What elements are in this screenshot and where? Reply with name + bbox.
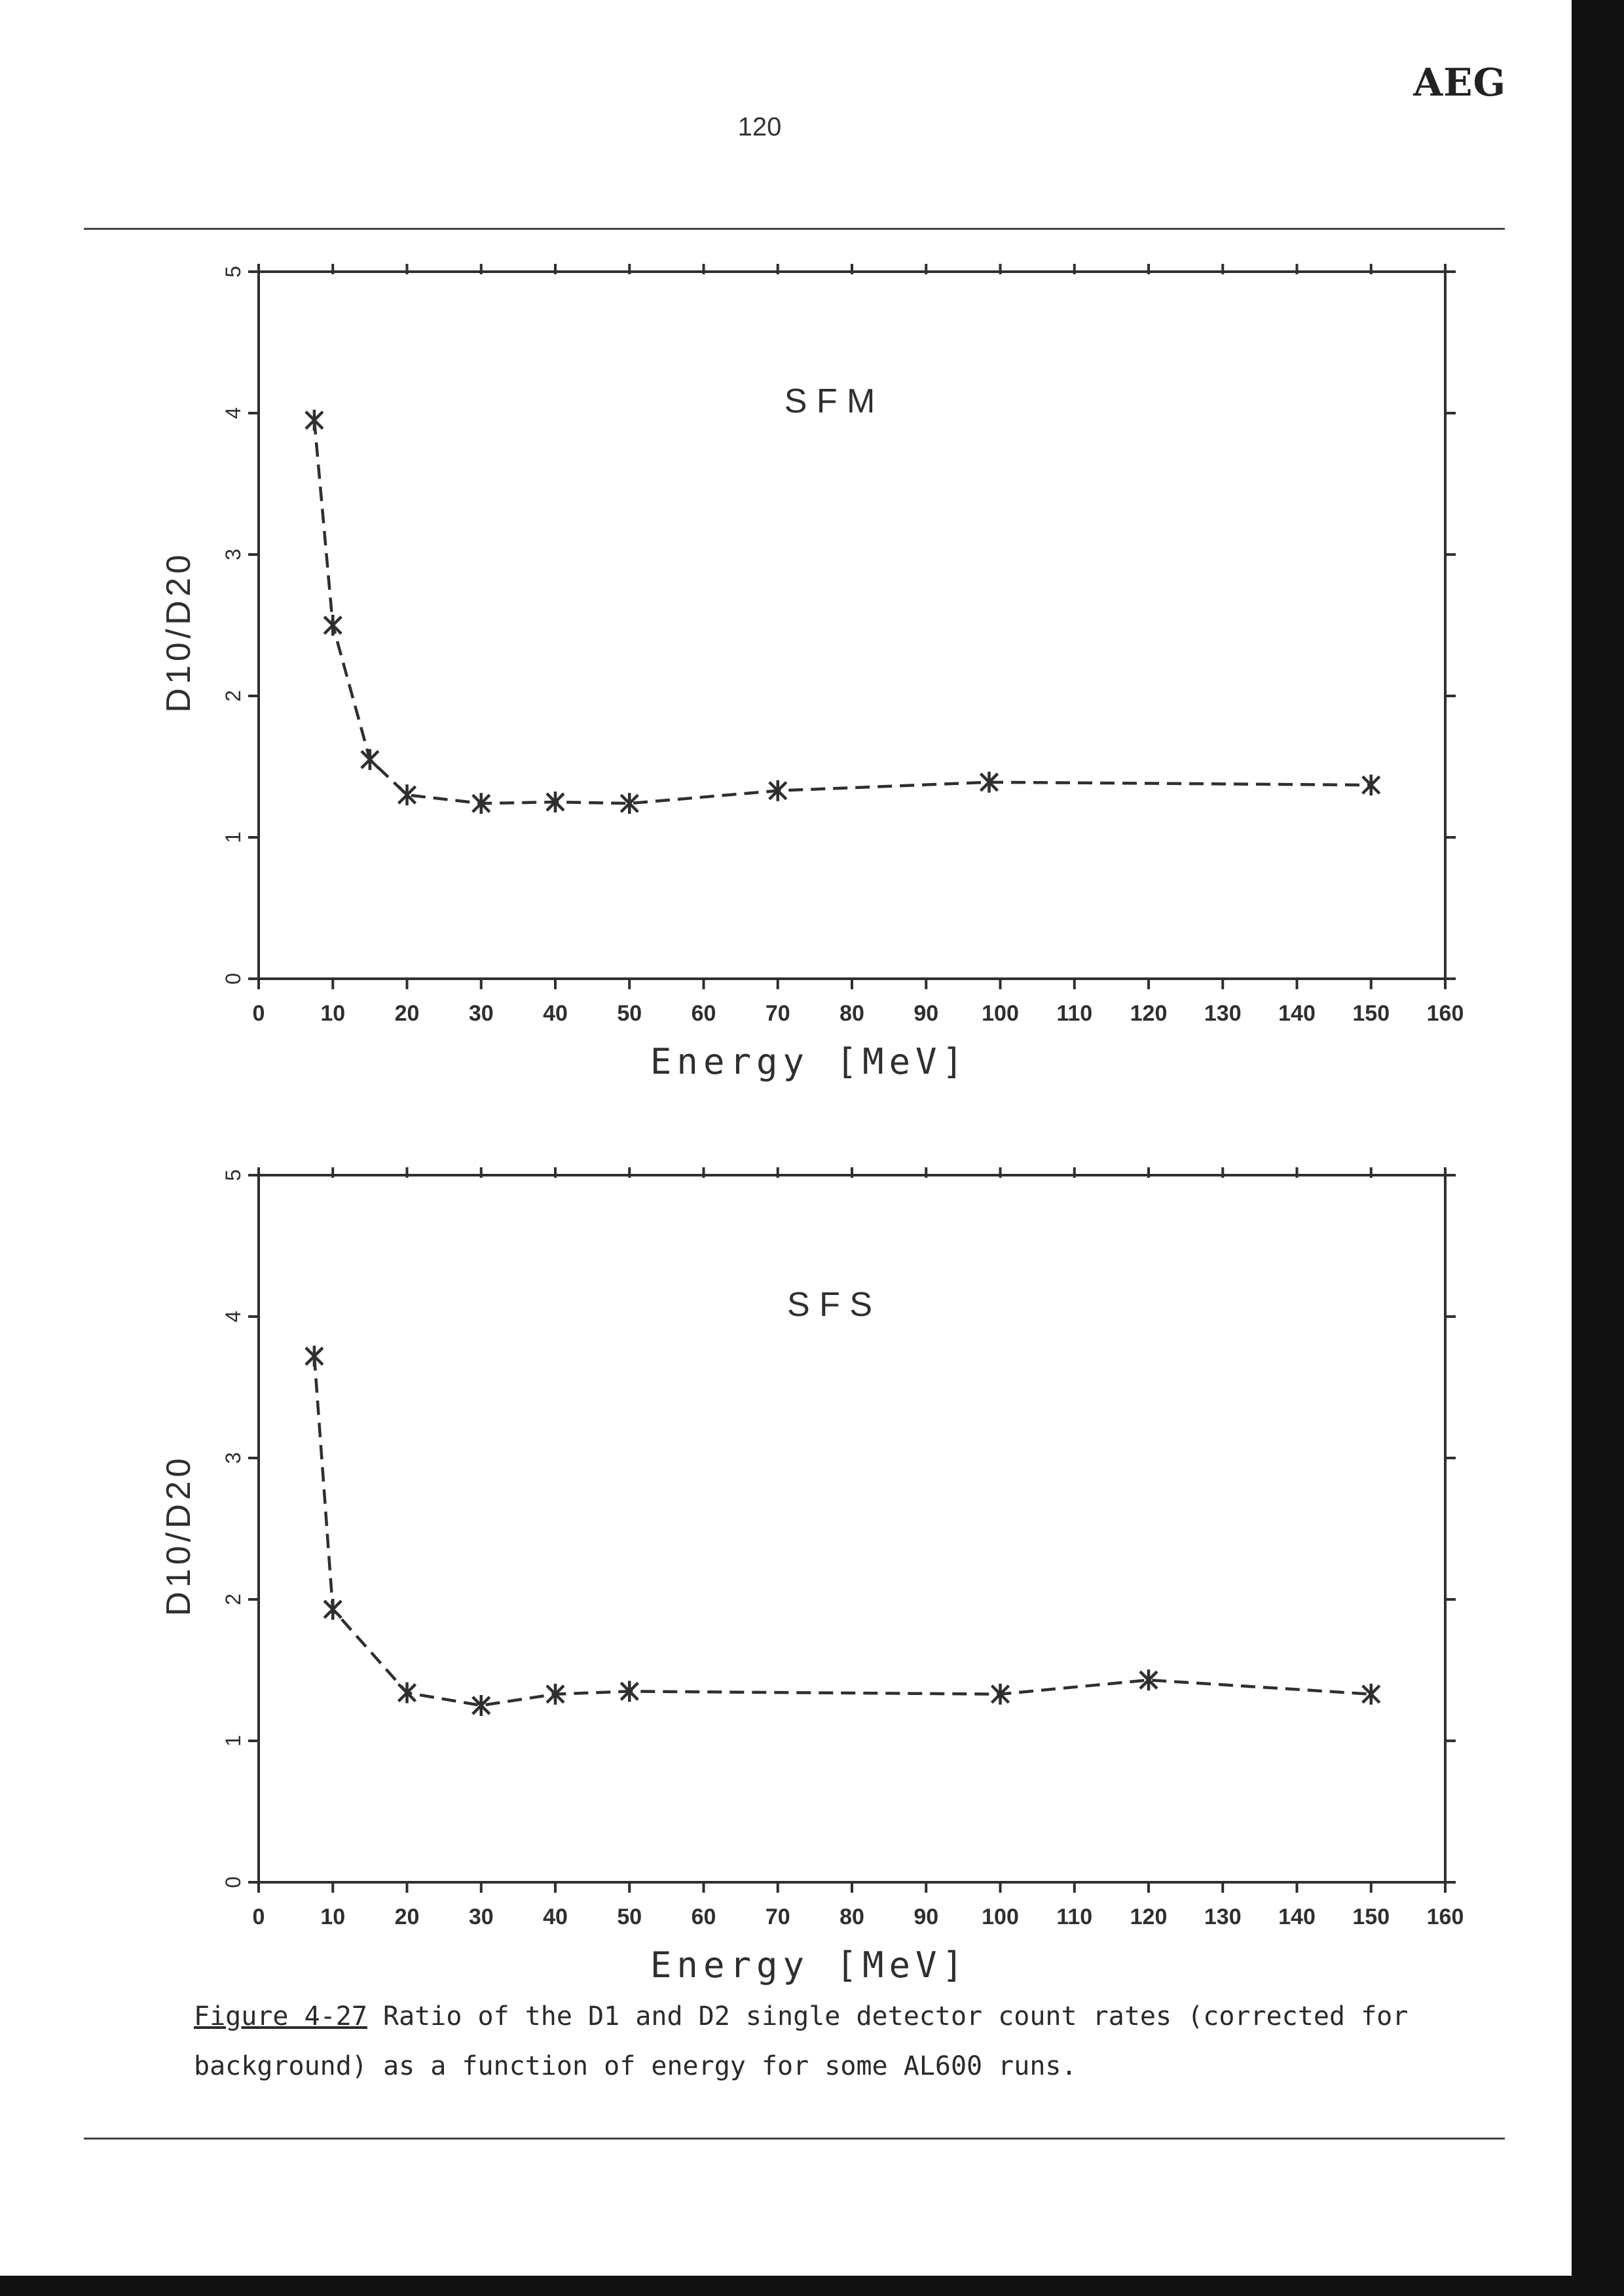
x-tick-label: 0 xyxy=(252,1001,265,1026)
y-tick-label: 1 xyxy=(221,1735,245,1747)
x-axis-title: Energy [MeV] xyxy=(650,1041,969,1082)
x-tick-label: 160 xyxy=(1426,1001,1464,1026)
x-tick-label: 80 xyxy=(840,1001,864,1026)
y-tick-label: 4 xyxy=(221,407,245,419)
x-tick-label: 20 xyxy=(394,1904,420,1929)
data-point xyxy=(324,1599,341,1620)
x-tick-label: 140 xyxy=(1278,1904,1316,1929)
data-point xyxy=(1363,774,1380,795)
y-tick-label: 0 xyxy=(221,1876,245,1888)
caption-text: Ratio of the D1 and D2 single detector count rates (corrected for background) as a function of energy for some AL600 runs. xyxy=(194,2001,1409,2081)
y-tick-label: 5 xyxy=(221,266,245,278)
x-tick-label: 80 xyxy=(840,1904,864,1929)
x-tick-label: 70 xyxy=(765,1904,790,1929)
x-tick-label: 10 xyxy=(320,1904,346,1929)
x-tick-label: 110 xyxy=(1056,1001,1093,1026)
aeg-logo: AEG xyxy=(1413,60,1506,105)
figure-caption xyxy=(194,1992,1477,2091)
x-tick-label: 160 xyxy=(1426,1904,1464,1929)
y-tick-label: 4 xyxy=(221,1311,245,1322)
y-tick-label: 0 xyxy=(221,973,245,985)
y-tick-label: 5 xyxy=(221,1169,245,1181)
footer-rule xyxy=(84,2138,1505,2140)
chart-sfs xyxy=(0,1159,1624,2010)
y-axis-title: D10/D20 xyxy=(160,1454,198,1616)
figure-reference: Figure 4-27 xyxy=(194,2001,367,2032)
x-tick-label: 30 xyxy=(468,1001,494,1026)
y-tick-label: 1 xyxy=(221,831,245,843)
x-tick-label: 100 xyxy=(982,1001,1019,1026)
x-tick-label: 40 xyxy=(543,1001,568,1026)
header-rule xyxy=(84,228,1505,230)
x-tick-label: 120 xyxy=(1130,1001,1168,1026)
data-point xyxy=(361,749,378,770)
x-tick-label: 110 xyxy=(1056,1904,1093,1929)
chart-title: S F S xyxy=(787,1286,873,1324)
x-tick-label: 130 xyxy=(1204,1001,1242,1026)
data-point xyxy=(306,1345,323,1366)
y-tick-label: 2 xyxy=(221,690,245,702)
x-tick-label: 70 xyxy=(765,1001,790,1026)
x-tick-label: 90 xyxy=(913,1904,939,1929)
x-axis-title: Energy [MeV] xyxy=(650,1944,969,1986)
y-axis-title: D10/D20 xyxy=(160,551,198,713)
x-tick-label: 0 xyxy=(252,1904,265,1929)
x-tick-label: 30 xyxy=(468,1904,494,1929)
x-tick-label: 50 xyxy=(617,1904,642,1929)
x-tick-label: 50 xyxy=(617,1001,642,1026)
data-point xyxy=(399,1683,416,1704)
x-tick-label: 90 xyxy=(913,1001,939,1026)
plot-frame xyxy=(259,1175,1445,1882)
x-tick-label: 60 xyxy=(691,1001,716,1026)
x-tick-label: 20 xyxy=(394,1001,420,1026)
data-point xyxy=(306,410,323,431)
x-tick-label: 150 xyxy=(1352,1904,1390,1929)
x-tick-label: 10 xyxy=(320,1001,346,1026)
page-number: 120 xyxy=(737,113,782,141)
chart-sfm xyxy=(0,255,1624,1106)
x-tick-label: 140 xyxy=(1278,1001,1316,1026)
x-tick-label: 120 xyxy=(1130,1904,1168,1929)
x-tick-label: 40 xyxy=(543,1904,568,1929)
x-tick-label: 60 xyxy=(691,1904,716,1929)
series-line xyxy=(314,1356,1371,1705)
y-tick-label: 3 xyxy=(221,1452,245,1464)
x-tick-label: 150 xyxy=(1352,1001,1390,1026)
scan-border-bottom xyxy=(0,2276,1624,2296)
y-tick-label: 3 xyxy=(221,549,245,560)
chart-title: S F M xyxy=(784,382,876,420)
data-point xyxy=(324,615,341,636)
x-tick-label: 130 xyxy=(1204,1904,1242,1929)
series-line xyxy=(314,420,1371,803)
y-tick-label: 2 xyxy=(221,1594,245,1605)
x-tick-label: 100 xyxy=(982,1904,1019,1929)
plot-frame xyxy=(259,272,1445,979)
